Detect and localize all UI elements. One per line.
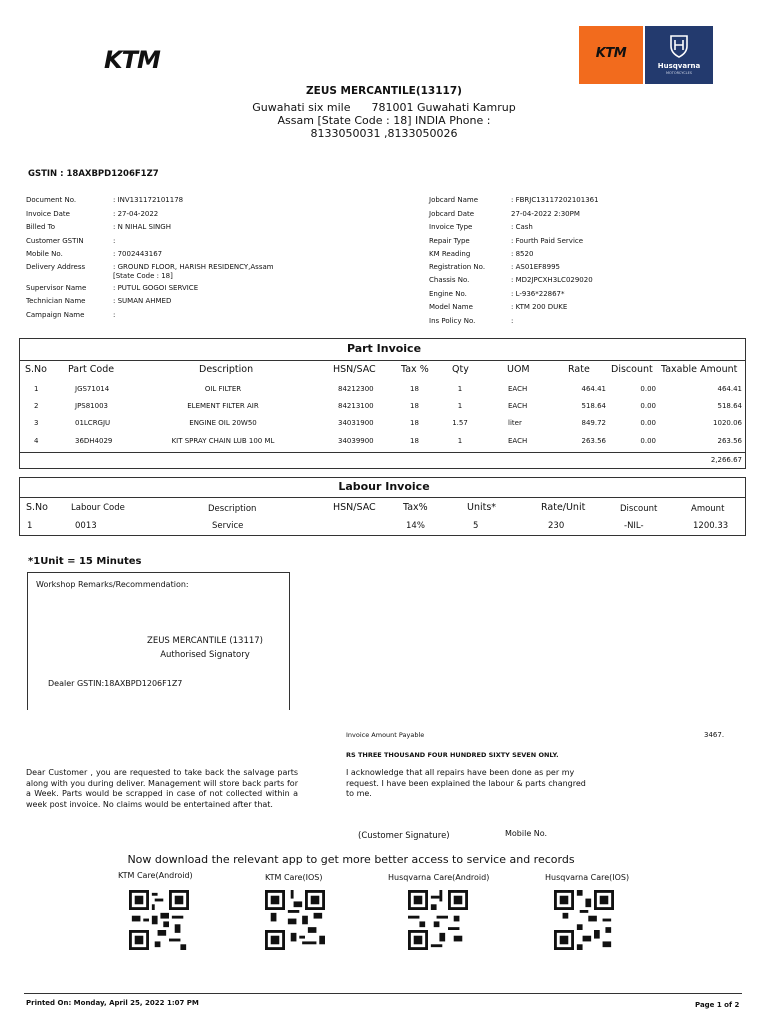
- info-value: : SUMAN AHMED: [113, 297, 172, 305]
- dealer-gstin: Dealer GSTIN:18AXBPD1206F1Z7: [48, 679, 183, 688]
- page-number: Page 1 of 2: [695, 1001, 740, 1009]
- cell-labour-code: 0013: [75, 521, 97, 531]
- ktm-brand-logo: [579, 26, 643, 84]
- ktm-logo: [104, 46, 182, 72]
- cell-uom: liter: [508, 419, 522, 427]
- col-header: Discount: [620, 504, 658, 514]
- cell-part-code: 01LCRGJU: [75, 419, 111, 427]
- company-name: ZEUS MERCANTILE(13117): [306, 85, 462, 97]
- cell-tax: 18: [410, 385, 419, 393]
- col-header: Description: [208, 504, 257, 514]
- info-value: 27-04-2022 2:30PM: [511, 210, 580, 218]
- cell-uom: EACH: [508, 385, 528, 393]
- info-key: Model Name: [429, 303, 473, 311]
- cell-part-code: JPS81003: [75, 402, 108, 410]
- address-line-2: Assam [State Code : 18] INDIA Phone :: [277, 114, 491, 127]
- cell-discount: 0.00: [640, 402, 656, 410]
- info-key: Repair Type: [429, 237, 470, 245]
- col-header: Qty: [452, 364, 469, 375]
- info-key: Mobile No.: [26, 250, 63, 258]
- info-value: : Fourth Paid Service: [511, 237, 584, 245]
- ktm-brand-text: KTM: [595, 46, 627, 61]
- info-value: : FBRJC13117202101361: [511, 196, 599, 204]
- cell-tax: 18: [410, 402, 419, 410]
- part-invoice-title: Part Invoice: [346, 342, 422, 355]
- info-key: Registration No.: [429, 263, 486, 271]
- cell-qty: 1: [457, 385, 463, 393]
- cell-discount: 0.00: [640, 385, 656, 393]
- info-key: Jobcard Name: [429, 196, 479, 204]
- cell-hsn: 84212300: [338, 385, 374, 393]
- brand-logos: [579, 26, 713, 84]
- download-apps-text: Now download the relevant app to get more better access to service and records: [127, 853, 575, 866]
- cell-sno: 2: [34, 402, 39, 410]
- col-header: Description: [199, 364, 254, 375]
- cell-tax: 18: [410, 437, 419, 445]
- cell-part-code: 36DH4029: [75, 437, 113, 445]
- col-header: Units*: [467, 502, 497, 513]
- info-value: : 27-04-2022: [113, 210, 159, 218]
- cell-uom: EACH: [508, 402, 528, 410]
- labour-invoice-title: Labour Invoice: [338, 480, 430, 493]
- cell-amount: 1200.33: [693, 521, 729, 531]
- col-header: Labour Code: [71, 503, 125, 513]
- info-value: : Cash: [511, 223, 533, 231]
- cell-uom: EACH: [508, 437, 528, 445]
- info-key: Delivery Address: [26, 263, 86, 271]
- info-key: Supervisor Name: [26, 284, 87, 292]
- printed-on: Printed On: Monday, April 25, 2022 1:07 PM: [26, 999, 199, 1007]
- qr-code-icon[interactable]: [129, 890, 189, 950]
- info-key: Document No.: [26, 196, 77, 204]
- cell-qty: 1: [457, 437, 463, 445]
- company-address: [250, 101, 518, 140]
- invoice-amount-payable: 3467.: [704, 731, 725, 739]
- cell-discount: -NIL-: [624, 521, 644, 531]
- app-label-husqvarna-ios: Husqvarna Care(IOS): [545, 873, 630, 882]
- salvage-notice: Dear Customer , you are requested to take back the salvage parts along with you during deliver. Management will store back parts for a Week. Parts would be scrapped in case of not collected within a week post invoice. No claims would be entertained after that.: [26, 768, 298, 809]
- cell-description: ELEMENT FILTER AIR: [187, 402, 259, 410]
- info-value: : 7002443167: [113, 250, 163, 258]
- info-value: : INV131172101178: [113, 196, 184, 204]
- info-key: Billed To: [26, 223, 55, 231]
- info-key: Engine No.: [429, 290, 467, 298]
- customer-signature-label: (Customer Signature): [358, 831, 450, 841]
- address-line-3: 8133050031 ,8133050026: [310, 127, 458, 140]
- authorised-signatory: Authorised Signatory: [160, 650, 250, 660]
- app-label-husqvarna-android: Husqvarna Care(Android): [388, 873, 490, 882]
- info-value: :: [511, 317, 514, 325]
- cell-units: 5: [473, 521, 479, 531]
- info-key: Customer GSTIN: [26, 237, 84, 245]
- app-label-ktm-android: KTM Care(Android): [118, 871, 193, 880]
- col-header: S.No: [25, 364, 47, 375]
- cell-description: ENGINE OIL 20W50: [189, 419, 257, 427]
- info-key: Invoice Date: [26, 210, 70, 218]
- info-value: : 8520: [511, 250, 534, 258]
- info-value: : PUTUL GOGOI SERVICE: [113, 284, 199, 292]
- cell-taxable: 1020.06: [713, 419, 742, 427]
- info-key: Invoice Type: [429, 223, 473, 231]
- col-header: Tax%: [403, 502, 428, 513]
- cell-description: KIT SPRAY CHAIN LUB 100 ML: [171, 437, 275, 445]
- col-header: Tax %: [401, 364, 429, 375]
- col-header: Discount: [611, 364, 653, 375]
- qr-code-icon[interactable]: [408, 890, 468, 950]
- customer-acknowledgement: I acknowledge that all repairs have been done as per my request. I have been explained the labour & parts changred to me.: [346, 768, 586, 798]
- info-value: : MD2JPCXH3LC029020: [511, 276, 593, 284]
- info-key: Ins Policy No.: [429, 317, 476, 325]
- col-header: Rate: [568, 364, 590, 375]
- info-value: : N NIHAL SINGH: [113, 223, 171, 231]
- cell-rate: 849.72: [581, 419, 606, 427]
- husqvarna-brand-logo: [645, 26, 713, 84]
- address-line-1: Guwahati six mile 781001 Guwahati Kamrup: [252, 101, 516, 114]
- company-gstin: GSTIN : 18AXBPD1206F1Z7: [28, 169, 159, 179]
- cell-tax: 14%: [406, 521, 425, 531]
- amount-in-words: RS THREE THOUSAND FOUR HUNDRED SIXTY SEVEN ONLY.: [346, 751, 559, 759]
- cell-hsn: 84213100: [338, 402, 374, 410]
- husqvarna-brand-text: Husqvarna: [657, 62, 701, 70]
- cell-hsn: 34039900: [338, 437, 374, 445]
- cell-rate: 263.56: [581, 437, 606, 445]
- signer-name: ZEUS MERCANTILE (13117): [147, 636, 263, 646]
- col-header: Taxable Amount: [661, 364, 738, 375]
- part-invoice-total: 2,266.67: [710, 456, 742, 464]
- unit-note: *1Unit = 15 Minutes: [28, 556, 142, 567]
- husqvarna-crest-icon: [669, 34, 689, 58]
- footer-divider: [24, 993, 742, 994]
- info-value: : AS01EF8995: [511, 263, 560, 271]
- cell-tax: 18: [410, 419, 419, 427]
- info-key: Chassis No.: [429, 276, 470, 284]
- cell-taxable: 263.56: [717, 437, 742, 445]
- svg-text:KTM: KTM: [104, 46, 160, 72]
- cell-discount: 0.00: [640, 419, 656, 427]
- husqvarna-brand-subtext: MOTORCYCLES: [665, 71, 693, 75]
- info-value: : KTM 200 DUKE: [511, 303, 568, 311]
- info-key: Jobcard Date: [429, 210, 475, 218]
- cell-discount: 0.00: [640, 437, 656, 445]
- mobile-no-label: Mobile No.: [505, 829, 548, 838]
- cell-description: OIL FILTER: [204, 385, 242, 393]
- info-value: : GROUND FLOOR, HARISH RESIDENCY,Assam: [113, 263, 274, 271]
- cell-part-code: JGS71014: [75, 385, 110, 393]
- qr-code-icon[interactable]: [265, 890, 325, 950]
- cell-rate: 518.64: [581, 402, 606, 410]
- col-header: UOM: [507, 364, 530, 375]
- cell-sno: 4: [34, 437, 39, 445]
- info-key: Technician Name: [26, 297, 86, 305]
- cell-taxable: 464.41: [717, 385, 742, 393]
- cell-hsn: 34031900: [338, 419, 374, 427]
- cell-rate: 464.41: [581, 385, 606, 393]
- app-label-ktm-ios: KTM Care(IOS): [265, 873, 323, 882]
- col-header: S.No: [26, 502, 48, 513]
- cell-qty: 1: [457, 402, 463, 410]
- cell-sno: 1: [34, 385, 39, 393]
- cell-rate: 230: [548, 521, 565, 531]
- info-key: Campaign Name: [26, 311, 85, 319]
- col-header: HSN/SAC: [333, 502, 376, 513]
- cell-description: Service: [212, 521, 244, 531]
- cell-taxable: 518.64: [717, 402, 742, 410]
- info-value: [State Code : 18]: [113, 272, 173, 280]
- col-header: Amount: [691, 504, 725, 514]
- col-header: Rate/Unit: [541, 502, 586, 513]
- workshop-remarks-label: Workshop Remarks/Recommendation:: [36, 580, 189, 589]
- cell-sno: 3: [34, 419, 39, 427]
- col-header: HSN/SAC: [333, 364, 376, 375]
- cell-qty: 1.57: [452, 419, 468, 427]
- info-value: :: [113, 311, 116, 319]
- info-key: KM Reading: [429, 250, 471, 258]
- info-value: : L-936*22867*: [511, 290, 565, 298]
- cell-sno: 1: [27, 521, 33, 531]
- qr-code-icon[interactable]: [554, 890, 614, 950]
- invoice-amount-payable-label: Invoice Amount Payable: [346, 731, 425, 739]
- col-header: Part Code: [68, 364, 115, 375]
- info-value: :: [113, 237, 116, 245]
